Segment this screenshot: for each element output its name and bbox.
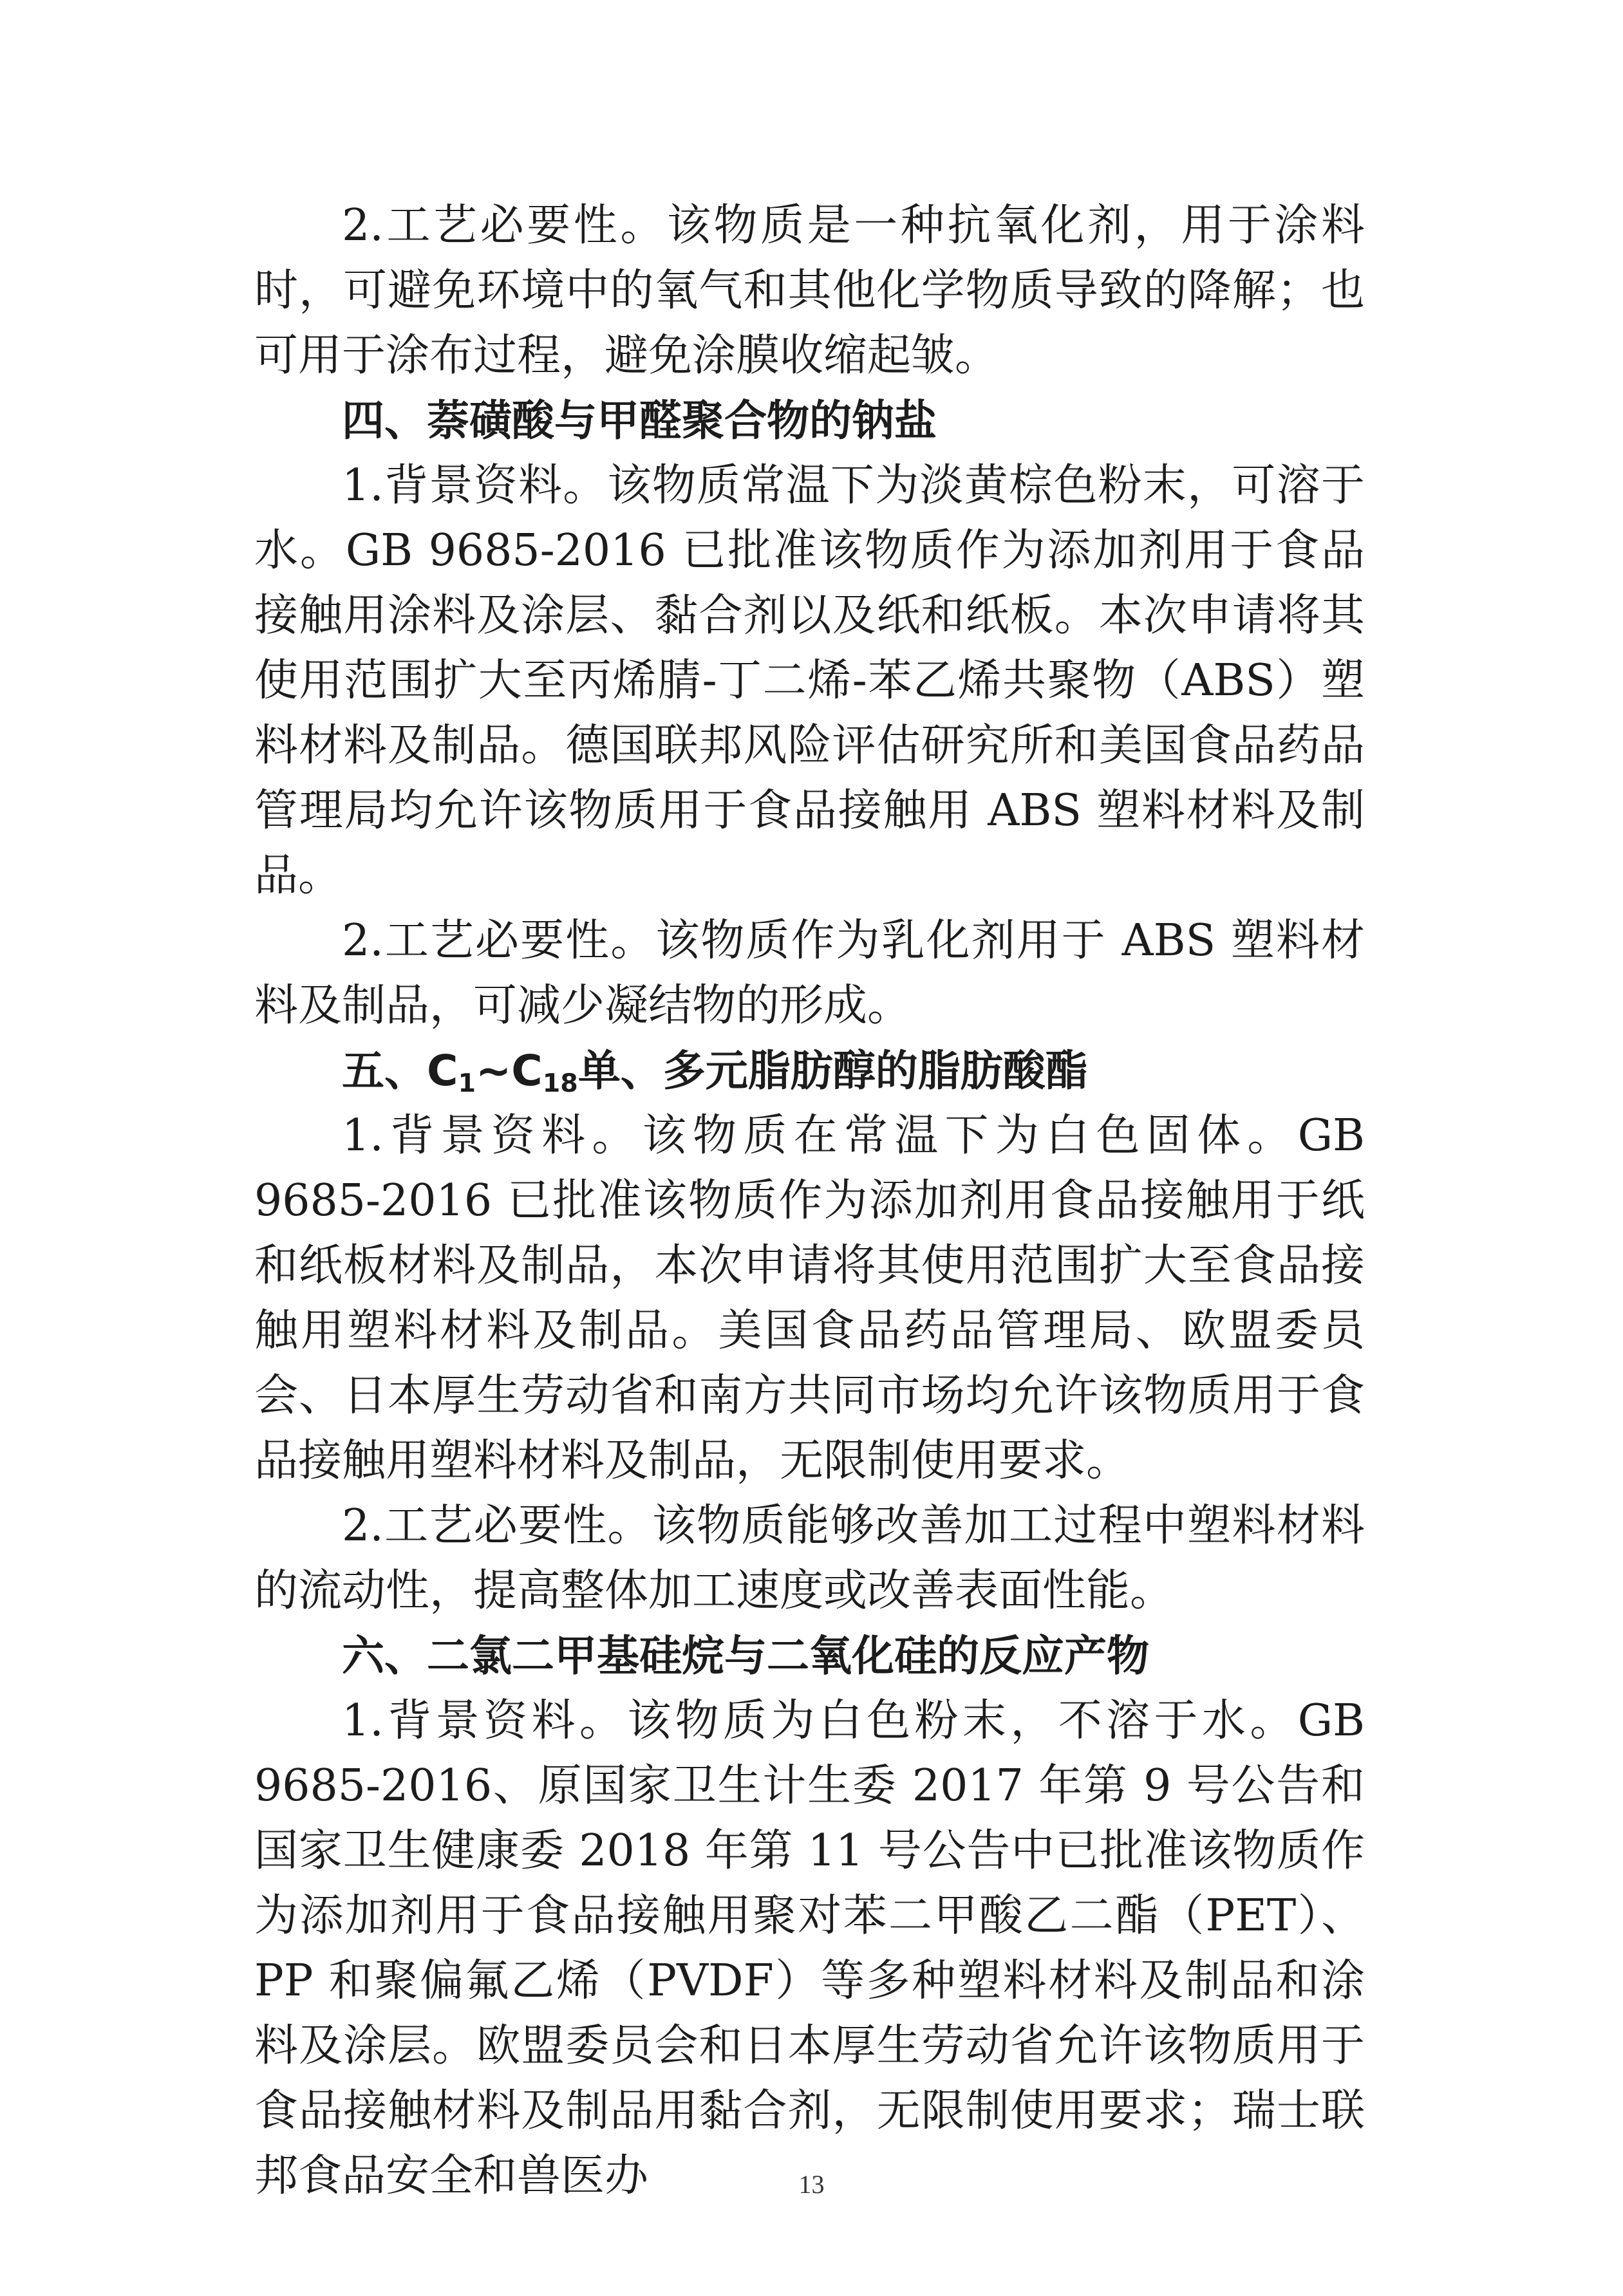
paragraph-background-fatty-acid-esters: 1.背景资料。该物质在常温下为白色固体。GB 9685-2016 已批准该物质作为添加剂用食品接触用于纸和纸板材料及制品，本次申请将其使用范围扩大至食品接触用塑料材料及制品。美国食品药品管理局、欧盟委员会、日本厚生劳动省和南方共同市场均允许该物质用于食品接触用塑料材料及制品，无限制使用要求。 [254, 1110, 1365, 1486]
paragraph-process-necessity-emulsifier: 2.工艺必要性。该物质作为乳化剂用于 ABS 塑料材料及制品，可减少凝结物的形成。 [254, 915, 1365, 1031]
heading-5-sub-18: 18 [542, 1068, 578, 1098]
heading-5-mid: ~C [475, 1046, 543, 1096]
paragraph-process-necessity-flowability: 2.工艺必要性。该物质能够改善加工过程中塑料材料的流动性，提高整体加工速度或改善表面性能。 [254, 1500, 1365, 1616]
heading-5-suffix: 单、多元脂肪醇的脂肪酸酯 [577, 1046, 1088, 1096]
document-body [254, 193, 1365, 2208]
paragraph-process-necessity-antioxidant: 2.工艺必要性。该物质是一种抗氧化剂，用于涂料时，可避免环境中的氧气和其他化学物质导致的降解；也可用于涂布过程，避免涂膜收缩起皱。 [254, 200, 1365, 381]
heading-5-sub-1: 1 [458, 1068, 476, 1098]
page-number: 13 [798, 2170, 825, 2199]
section-heading-5 [254, 1038, 1365, 1103]
heading-5-prefix: 五、C [342, 1046, 458, 1096]
section-heading-4: 四、萘磺酸与甲醛聚合物的钠盐 [342, 396, 937, 445]
paragraph-background-naphthalene-sulfonate: 1.背景资料。该物质常温下为淡黄棕色粉末，可溶于水。GB 9685-2016 已批准该物质作为添加剂用于食品接触用涂料及涂层、黏合剂以及纸和纸板。本次申请将其使用范围扩大至丙烯腈-丁二烯-苯乙烯共聚物（ABS）塑料材料及制品。德国联邦风险评估研究所和美国食品药品管理局均允许该物质用于食品接触用 ABS 塑料材料及制品。 [254, 460, 1365, 901]
paragraph-background-silane-silica: 1.背景资料。该物质为白色粉末，不溶于水。GB 9685-2016、原国家卫生计生委 2017 年第 9 号公告和国家卫生健康委 2018 年第 11 号公告中已批准该物质作为添加剂用于食品接触用聚对苯二甲酸乙二酯（PET）、PP 和聚偏氟乙烯（PVDF）等多种塑料材料及制品和涂料及涂层。欧盟委员会和日本厚生劳动省允许该物质用于食品接触材料及制品用黏合剂，无限制使用要求；瑞士联邦食品安全和兽医办 [254, 1695, 1365, 2201]
section-heading-6: 六、二氯二甲基硅烷与二氧化硅的反应产物 [342, 1631, 1149, 1681]
